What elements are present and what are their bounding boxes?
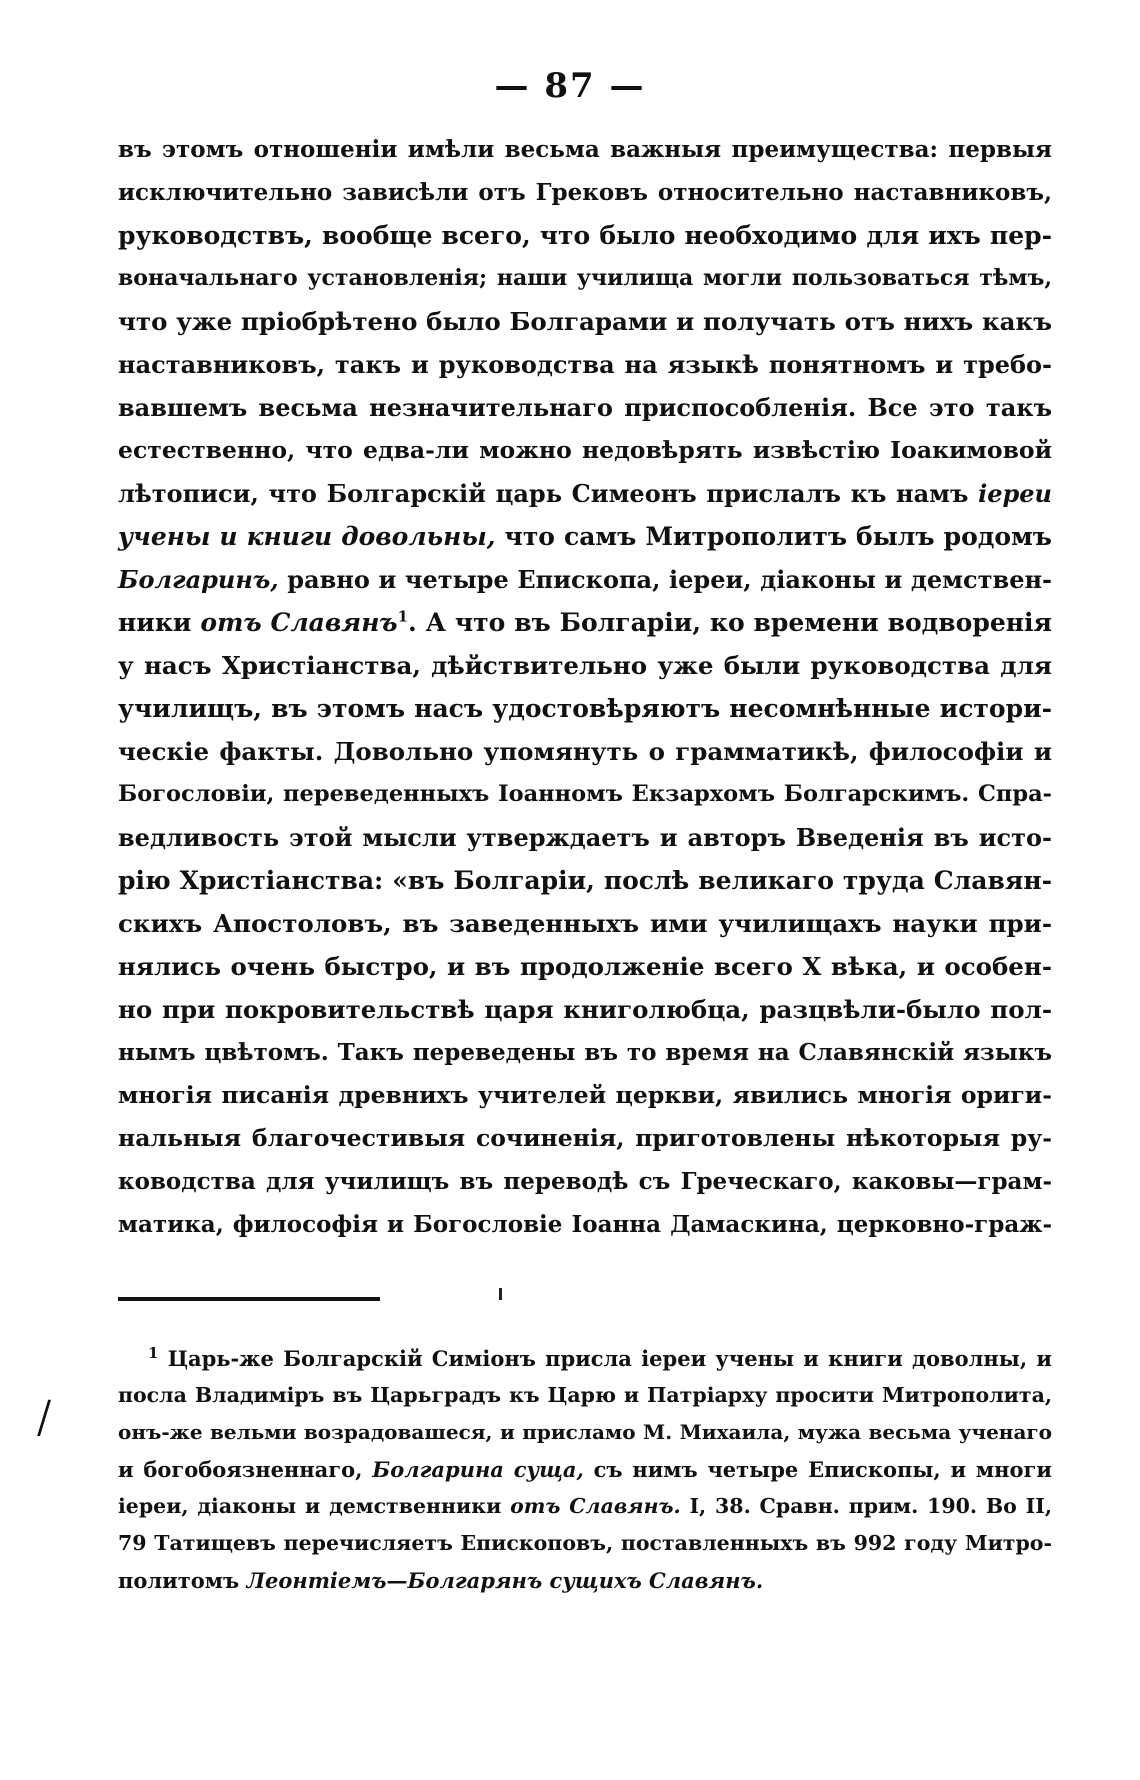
text-line: матика, философія и Богословіе Іоанна Дамаскина, церковно-граж- (118, 1211, 1052, 1238)
text-line: нальныя благочестивыя сочиненія, приготовлены нѣкоторыя ру- (118, 1124, 1052, 1152)
footnote-line: 79 Татищевъ перечисляетъ Епископовъ, поставленныхъ въ 992 году Митро- (118, 1531, 1052, 1555)
text-line: у насъ Христіанства, дѣйствительно уже были руководства для (118, 651, 1052, 680)
text-line: естественно, что едва-ли можно недовѣрять извѣстію Іоакимовой (118, 436, 1052, 464)
text-segment: . А что въ Болгаріи, ко времени водворенія (408, 608, 1052, 637)
text-line: въ этомъ отношеніи имѣли весьма важныя преимущества: первыя (118, 136, 1052, 163)
text-segment: ники (118, 608, 201, 637)
text-segment: что самъ Митрополитъ былъ родомъ (495, 522, 1052, 551)
footnote-line (118, 1562, 1052, 1599)
text-line (118, 601, 1052, 644)
italic-quote: Болгарянъ сущихъ Славянъ. (407, 1568, 764, 1593)
text-segment: и богобоязненнаго, (118, 1457, 373, 1482)
italic-quote: Леонтіемъ (246, 1568, 387, 1593)
footnote-line: посла Владиміръ въ Царьградъ къ Царю и Патріарху просити Митрополита, (118, 1383, 1052, 1407)
text-line: многія писанія древнихъ учителей церкви, явились многія ориги- (118, 1081, 1052, 1109)
text-line: ческіе факты. Довольно упомянуть о грамматикѣ, философіи и (118, 737, 1052, 766)
page-number: — 87 — (494, 66, 646, 106)
text-segment: — (386, 1568, 408, 1593)
footnote-divider (118, 1297, 380, 1301)
text-line (118, 515, 1052, 558)
text-line: Богословіи, переведенныхъ Іоанномъ Екзархомъ Болгарскимъ. Спра- (118, 781, 1052, 807)
text-segment: Царь-же Болгарскій Симіонъ присла іереи учены и книги доволны, и (158, 1346, 1052, 1371)
footnote-reference[interactable]: 1 (397, 607, 409, 626)
text-line: вавшемъ весьма незначительнаго приспособленія. Все это такъ (118, 393, 1052, 422)
text-line: наставниковъ, такъ и руководства на языкѣ понятномъ и требо- (118, 350, 1052, 379)
footnote-line: онъ-же вельми возрадовашеся, и присламо М. Михаила, мужа весьма ученаго (118, 1420, 1052, 1444)
text-line: что уже пріобрѣтено было Болгарами и получать отъ нихъ какъ (118, 307, 1052, 336)
text-segment: іереи, діаконы и демственники (118, 1494, 511, 1518)
text-line: исключительно зависѣли отъ Грековъ относительно наставниковъ, (118, 179, 1052, 206)
italic-quote: учены и книги довольны, (118, 522, 496, 551)
footnote-marker: 1 (148, 1344, 159, 1362)
text-line: скихъ Апостоловъ, въ заведенныхъ ими училищахъ науки при- (118, 909, 1052, 938)
text-line: рію Христіанства: «въ Болгаріи, послѣ великаго труда Славян- (118, 866, 1052, 895)
italic-quote: отъ Славянъ (200, 608, 398, 637)
text-segment: равно и четыре Епископа, іереи, діаконы и демствен- (278, 565, 1052, 594)
footnote-line (118, 1340, 1052, 1377)
text-line: руководствъ, вообще всего, что было необходимо для ихъ пер- (118, 221, 1052, 250)
footnote (118, 1340, 1052, 1599)
text-line: училищъ, въ этомъ насъ удостовѣряютъ несомнѣнные истори- (118, 694, 1052, 723)
margin-checkmark-icon: / (39, 1392, 49, 1443)
text-line: нымъ цвѣтомъ. Такъ переведены въ то время на Славянскій языкъ (118, 1039, 1052, 1066)
text-line: ководства для училищъ въ переводѣ съ Греческаго, каковы—грам- (118, 1168, 1052, 1195)
text-line: ведливость этой мысли утверждаетъ и авторъ Введенія въ исто- (118, 823, 1052, 852)
italic-quote: Болгарина суща, (372, 1457, 584, 1482)
italic-quote: Болгаринъ, (118, 565, 279, 594)
italic-quote: отъ Славянъ. (510, 1494, 681, 1518)
text-segment: лѣтописи, что Болгарскій царь Симеонъ прислалъ къ намъ (118, 479, 979, 508)
text-line (118, 558, 1052, 601)
italic-quote: іереи (978, 479, 1052, 508)
text-line (118, 472, 1052, 515)
print-speck (499, 1288, 502, 1300)
text-segment: политомъ (118, 1568, 247, 1593)
text-segment: съ нимъ четыре Епископы, и многи (583, 1457, 1052, 1482)
main-text (118, 128, 1052, 1246)
footnote-line (118, 1451, 1052, 1488)
text-line: но при покровительствѣ царя книголюбца, разцвѣли-было пол- (118, 995, 1052, 1024)
text-line: воначальнаго установленія; наши училища могли пользоваться тѣмъ, (118, 265, 1052, 291)
text-line: нялись очень быстро, и въ продолженіе всего X вѣка, и особен- (118, 952, 1052, 981)
footnote-line (118, 1488, 1052, 1525)
text-segment: I, 38. Сравн. прим. 190. Во II, (680, 1494, 1053, 1518)
